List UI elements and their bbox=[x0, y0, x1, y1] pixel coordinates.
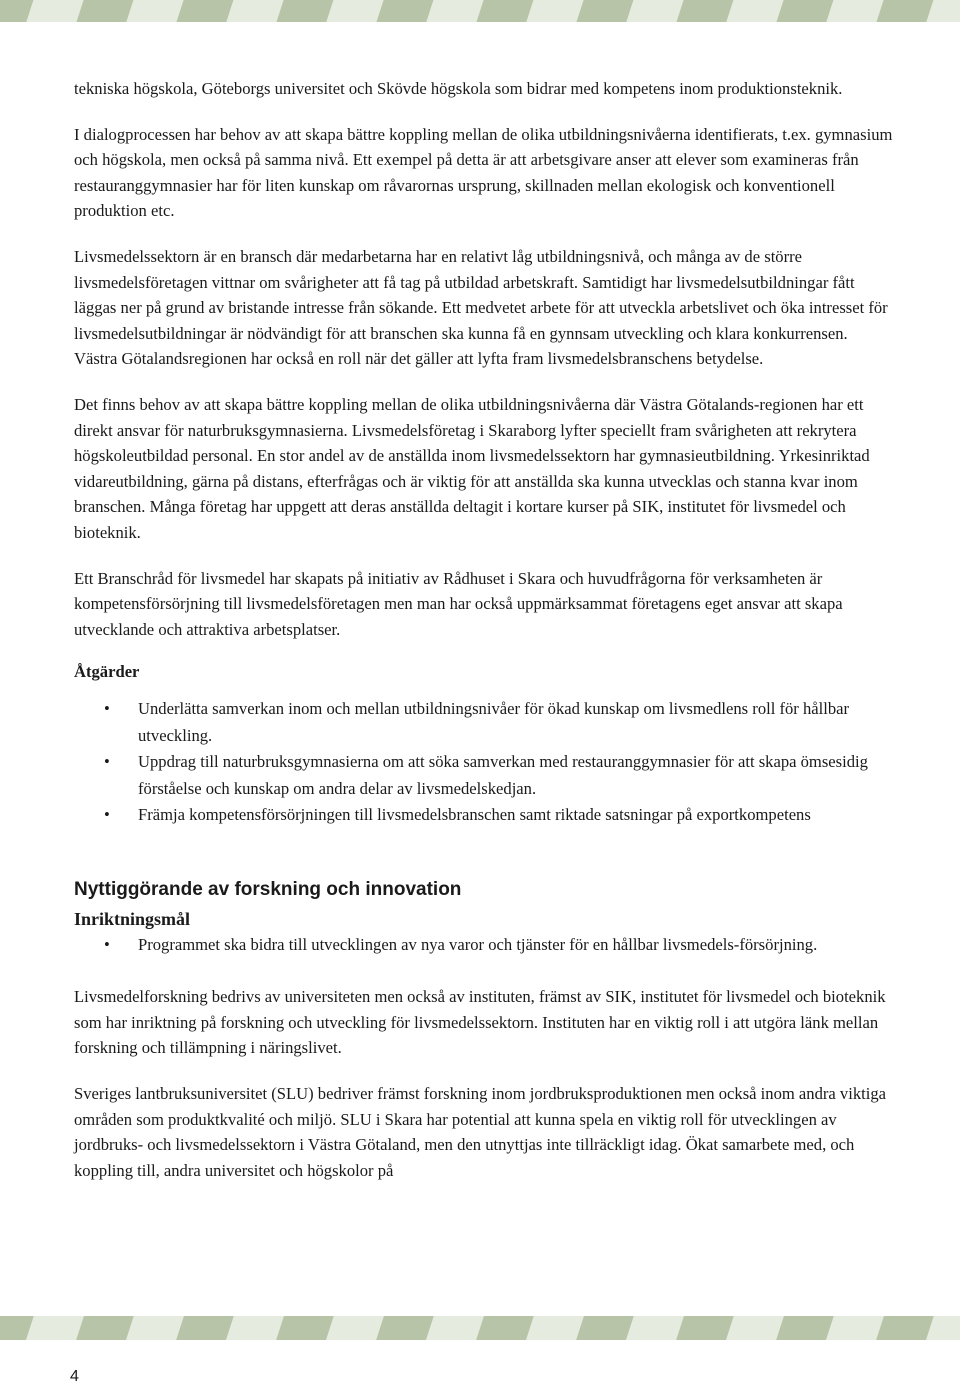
list-item bbox=[74, 932, 894, 959]
bullet-icon: • bbox=[104, 699, 110, 719]
bullet-icon: • bbox=[104, 752, 110, 772]
section-heading: Nyttiggörande av forskning och innovation bbox=[74, 878, 462, 900]
top-decorative-stripe bbox=[0, 0, 960, 22]
inriktningsmal-heading: Inriktningsmål bbox=[74, 908, 191, 929]
paragraph: I dialogprocessen har behov av att skapa bättre koppling mellan de olika utbildningsnivåerna identifierats, t.ex. gymnasium och högskola, men också på samma nivå. Ett exempel på detta är att arbetsgivare anser att elever som examineras från restauranggymnasier har för liten kunskap om råvarornas ursprung, skillnaden mellan ekologisk och konventionell produktion etc. bbox=[74, 124, 893, 221]
goal-list bbox=[74, 932, 894, 959]
list-item bbox=[74, 802, 894, 829]
list-item bbox=[74, 749, 894, 802]
paragraph: Livsmedelssektorn är en bransch där medarbetarna har en relativt låg utbildningsnivå, och många av de större livsmedelsföretagen vittnar om svårigheter att få tag på utbildad arbetskraft. Samtidigt har livsmedelsutbildningar fått läggas ner på grund av bristande intresse från sökande. Ett medvetet arbete för att utveckla arbetslivet och öka intresset för livsmedelsutbildningar är nödvändigt för att branschen ska kunna få en gynnsam utveckling och klara konkurrensen. Västra Götalandsregionen har också en roll när det gäller att lyfta fram livsmedelsbranschens betydelse. bbox=[74, 246, 888, 369]
paragraph: Sveriges lantbruksuniversitet (SLU) bedriver främst forskning inom jordbruksproduktionen men också inom andra viktiga områden som produktkvalité och miljö. SLU i Skara har potential att kunna spela en viktig roll för utvecklingen av jordbruks- och livsmedelssektorn i Västra Götaland, men den utnyttjas inte tillräckligt idag. Ökat samarbete med, och koppling till, andra universitet och högskolor på bbox=[74, 1084, 887, 1180]
atgarder-list bbox=[74, 696, 894, 829]
list-item-text: Främja kompetensförsörjningen till livsmedelsbranschen samt riktade satsningar på exportkompetens bbox=[138, 805, 811, 825]
list-item-text: Programmet ska bidra till utvecklingen av nya varor och tjänster för en hållbar livsmedels-försörjning. bbox=[138, 934, 818, 954]
paragraph: Ett Branschråd för livsmedel har skapats på initiativ av Rådhuset i Skara och huvudfrågorna för verksamheten är kompetensförsörjning till livsmedelsföretagen men man har också uppmärksammat företagens eget ansvar att skapa utvecklande och attraktiva arbetsplatser. bbox=[74, 568, 843, 639]
atgarder-heading: Åtgärder bbox=[74, 662, 140, 682]
list-item-text: Underlätta samverkan inom och mellan utbildningsnivåer för ökad kunskap om livsmedlens roll för hållbar utveckling. bbox=[138, 699, 850, 745]
page-number: 4 bbox=[70, 1368, 79, 1385]
paragraph: Livsmedelforskning bedrivs av universiteten men också av instituten, främst av SIK, institutet för livsmedel och bioteknik som har inriktning på forskning och utveckling för livsmedelssektorn. Instituten har en viktig roll i att utgöra länk mellan forskning och tillämpning i näringslivet. bbox=[74, 987, 886, 1058]
page-content bbox=[74, 76, 894, 1203]
list-item bbox=[74, 696, 894, 749]
bottom-decorative-stripe bbox=[0, 1316, 960, 1340]
paragraph: Det finns behov av att skapa bättre koppling mellan de olika utbildningsnivåerna där Västra Götalands-regionen har ett direkt ansvar för naturbruksgymnasierna. Livsmedelsföretag i Skaraborg lyfter speciellt fram svårigheten att rekrytera högskoleutbildad personal. En stor andel av de anställda inom livsmedelssektorn har gymnasieutbildning. Yrkesinriktad vidareutbildning, gärna på distans, efterfrågas och är viktig för att anställda ska kunna utvecklas och stanna kvar inom branschen. Många företag har uppgett att deras anställda deltagit i kortare kurser på SIK, institutet för livsmedel och bioteknik. bbox=[74, 394, 870, 542]
bullet-icon: • bbox=[104, 934, 110, 954]
list-item-text: Uppdrag till naturbruksgymnasierna om att söka samverkan med restauranggymnasier för att skapa ömsesidig förståelse och kunskap om andra delar av livsmedelskedjan. bbox=[138, 752, 868, 798]
bullet-icon: • bbox=[104, 805, 110, 825]
paragraph: tekniska högskola, Göteborgs universitet och Skövde högskola som bidrar med kompetens inom produktionsteknik. bbox=[74, 79, 843, 98]
